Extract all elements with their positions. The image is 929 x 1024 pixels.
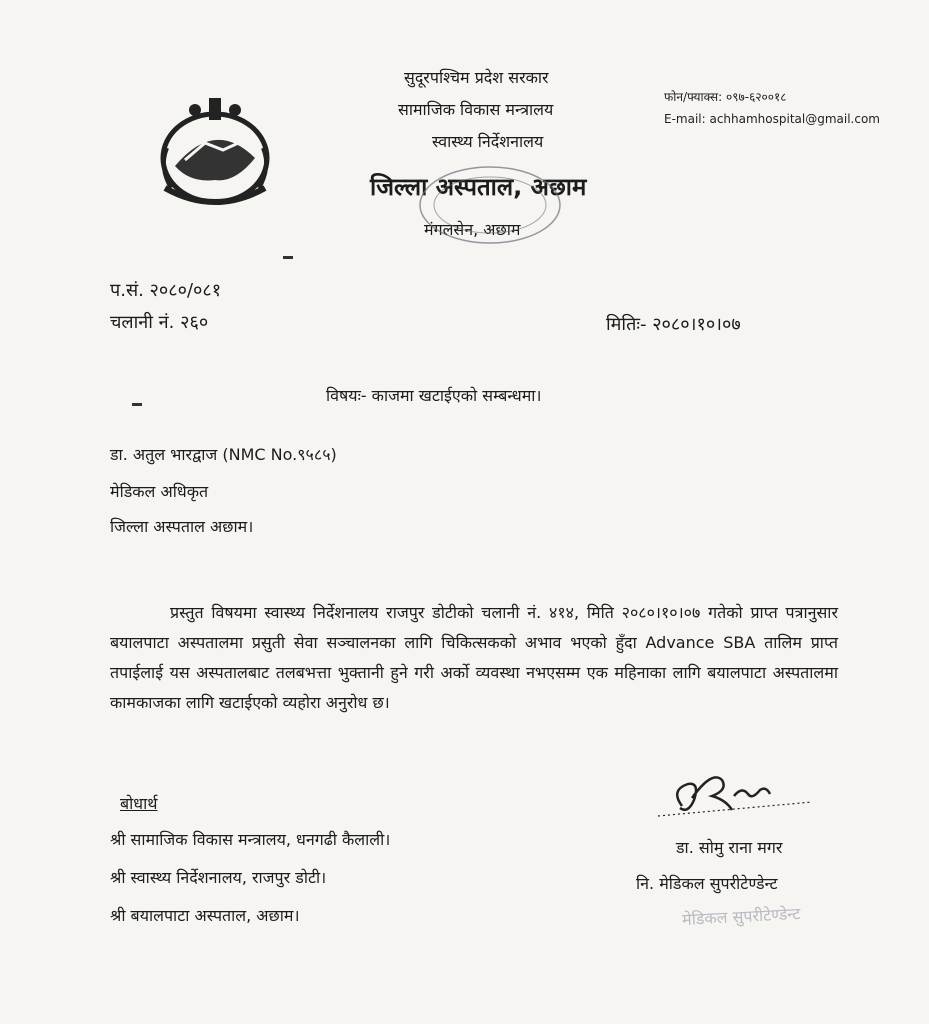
letterhead-office: जिल्ला अस्पताल, अछाम [370, 173, 587, 201]
letter-date: मितिः- २०८०।१०।०७ [606, 314, 741, 335]
cc-item: श्री सामाजिक विकास मन्त्रालय, धनगढी कैलाली। [110, 830, 391, 849]
designation-stamp: मेडिकल सुपरीटेण्डेन्ट [681, 903, 801, 930]
cc-item: श्री स्वास्थ्य निर्देशनालय, राजपुर डोटी। [110, 868, 327, 887]
subject-line: विषयः- काजमा खटाईएको सम्बन्धमा। [326, 386, 542, 405]
addressee-position: मेडिकल अधिकृत [110, 482, 209, 501]
margin-mark [132, 403, 142, 406]
phone-fax: फोन/फ्याक्स: ०९७-६२००१८ [664, 90, 787, 104]
letterhead-ministry: सामाजिक विकास मन्त्रालय [398, 100, 554, 119]
letter-body [110, 598, 838, 718]
signature-icon [652, 760, 832, 830]
signatory-title: नि. मेडिकल सुपरीटेण्डेन्ट [636, 874, 778, 893]
dispatch-number: चलानी नं. २६० [110, 312, 209, 333]
addressee-office: जिल्ला अस्पताल अछाम। [110, 517, 254, 536]
cc-title: बोधार्थ [120, 794, 158, 813]
letterhead-province: सुदूरपश्चिम प्रदेश सरकार [404, 68, 549, 87]
signatory-name: डा. सोमु राना मगर [676, 838, 783, 857]
letter-body-text: प्रस्तुत विषयमा स्वास्थ्य निर्देशनालय राजपुर डोटीको चलानी नं. ४१४, मिति २०८०।१०।०७ गतेको प्राप्त पत्रानुसार बयालपाटा अस्पतालमा प्रसुती सेवा सञ्चालनका लागि चिकित्सकको अभाव भएको हुँदा Advance SBA तालिम प्राप्त तपाईलाई यस अस्पतालबाट तलबभत्ता भुक्तानी हुने गरी अर्को व्यवस्था नभएसम्म एक महिनाका लागि बयालपाटा अस्पतालमा कामकाजका लागि खटाईएको व्यहोरा अनुरोध छ। [110, 603, 838, 712]
fiscal-reference: प.सं. २०८०/०८१ [110, 280, 222, 301]
cc-item: श्री बयालपाटा अस्पताल, अछाम। [110, 906, 300, 925]
punch-mark [283, 256, 293, 259]
letterhead-directorate: स्वास्थ्य निर्देशनालय [432, 132, 544, 151]
letterhead-place: मंगलसेन, अछाम [424, 220, 521, 239]
nepal-emblem-icon [145, 88, 285, 218]
email-address: E-mail: achhamhospital@gmail.com [664, 112, 880, 126]
office-seal-icon [410, 160, 570, 250]
addressee-name: डा. अतुल भारद्वाज (NMC No.९५८५) [110, 445, 337, 464]
